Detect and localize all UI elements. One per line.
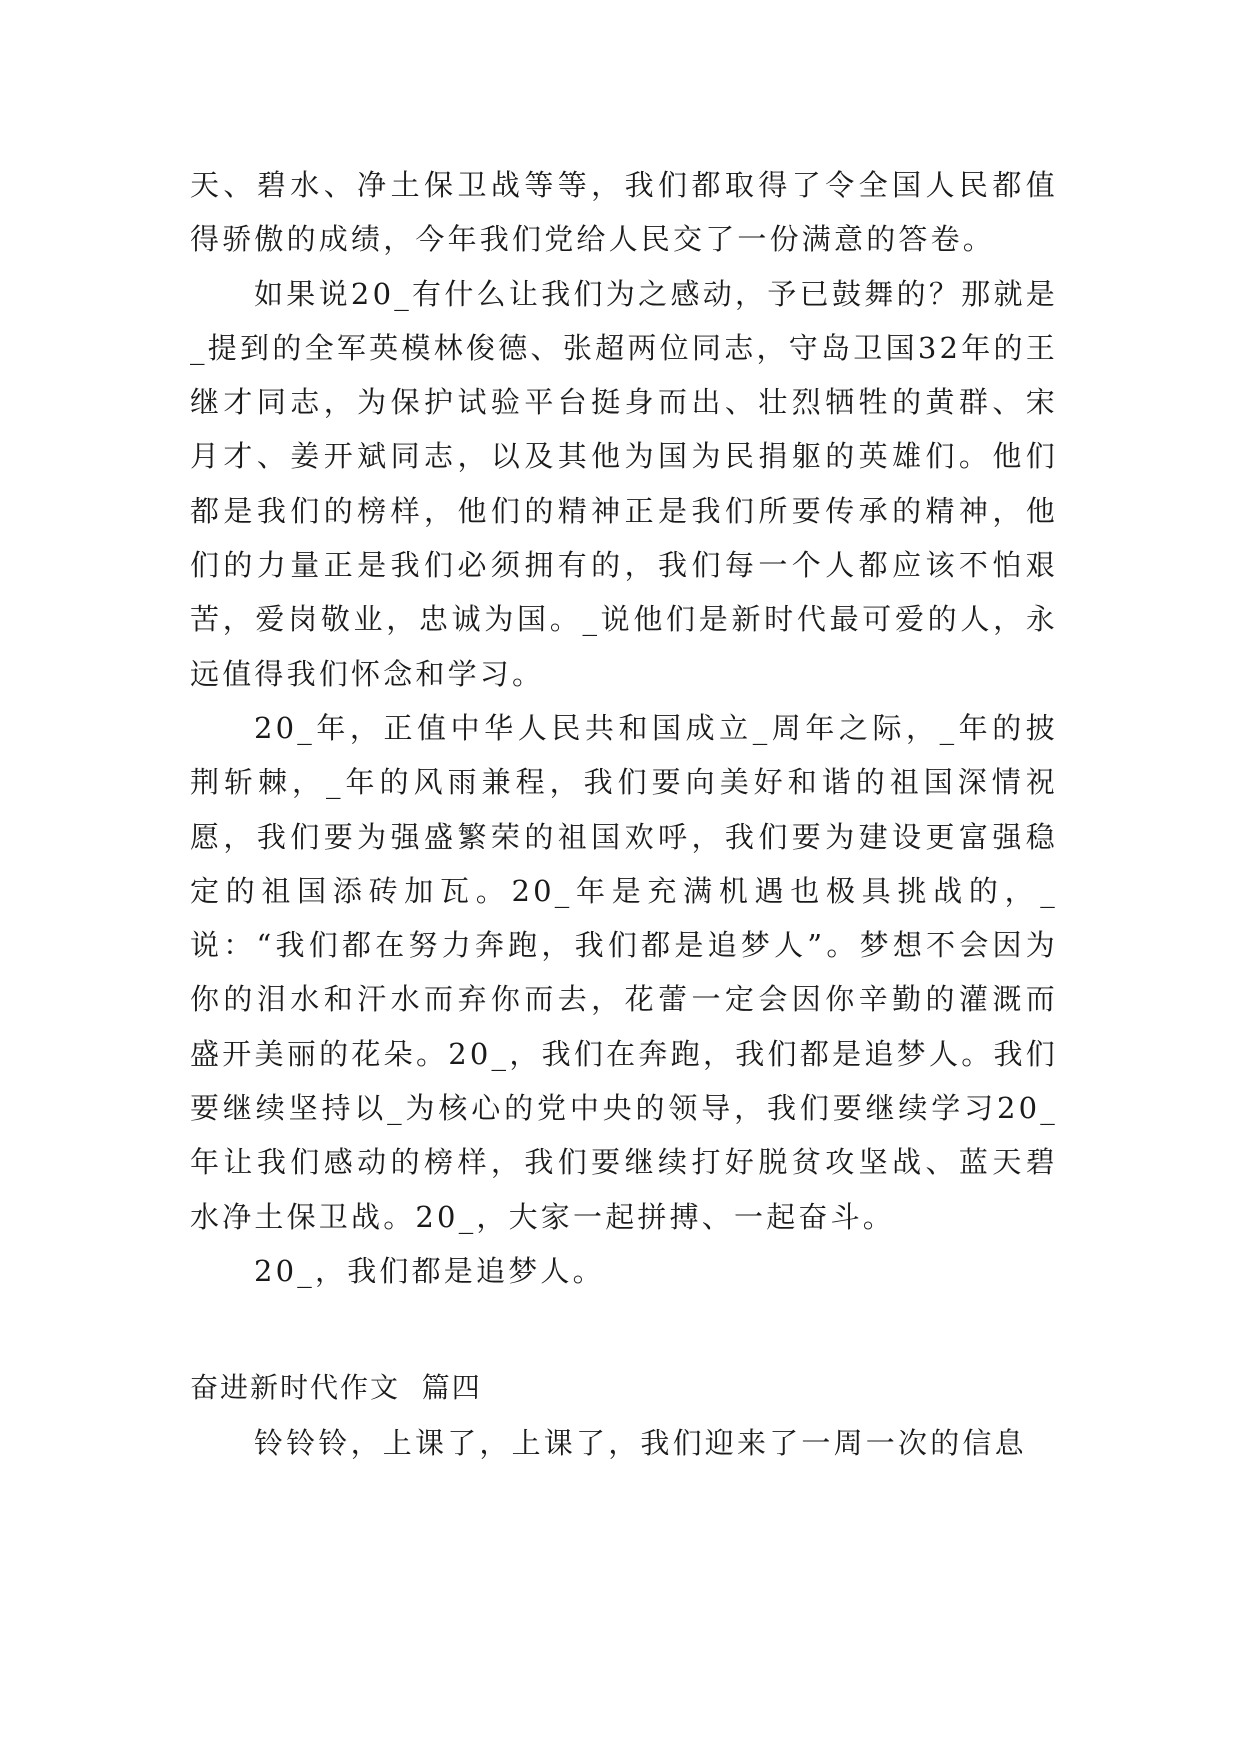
paragraph-2: 如果说20_有什么让我们为之感动，予已鼓舞的？那就是_提到的全军英模林俊德、张超两位同志，守岛卫国32年的王继才同志，为保护试验平台挺身而出、壮烈牺牲的黄群、宋月才、姜开斌同志，以及其他为国为民捐躯的英雄们。他们都是我们的榜样，他们的精神正是我们所要传承的精神，他们的力量正是我们必须拥有的，我们每一个人都应该不怕艰苦，爱岗敬业，忠诚为国。_说他们是新时代最可爱的人，永远值得我们怀念和学习。 (190, 276, 1058, 691)
section-title: 奋进新时代作文 篇四 (190, 1371, 482, 1405)
document-body (190, 158, 1058, 1471)
paragraph-1: 天、碧水、净土保卫战等等，我们都取得了令全国人民都值得骄傲的成绩，今年我们党给人民交了一份满意的答卷。 (190, 168, 1058, 257)
paragraph-3: 20_年，正值中华人民共和国成立_周年之际，_年的披荆斩棘，_年的风雨兼程，我们要向美好和谐的祖国深情祝愿，我们要为强盛繁荣的祖国欢呼，我们要为建设更富强稳定的祖国添砖加瓦。20_年是充满机遇也极具挑战的，_说：“我们都在努力奔跑，我们都是追梦人”。梦想不会因为你的泪水和汗水而弃你而去，花蕾一定会因你辛勤的灌溉而盛开美丽的花朵。20_，我们在奔跑，我们都是追梦人。我们要继续坚持以_为核心的党中央的领导，我们要继续学习20_年让我们感动的榜样，我们要继续打好脱贫攻坚战、蓝天碧水净土保卫战。20_，大家一起拼搏、一起奋斗。 (190, 710, 1058, 1234)
paragraph-5: 铃铃铃，上课了，上课了，我们迎来了一周一次的信息 (254, 1426, 1027, 1461)
paragraph-4: 20_，我们都是追梦人。 (254, 1253, 605, 1288)
